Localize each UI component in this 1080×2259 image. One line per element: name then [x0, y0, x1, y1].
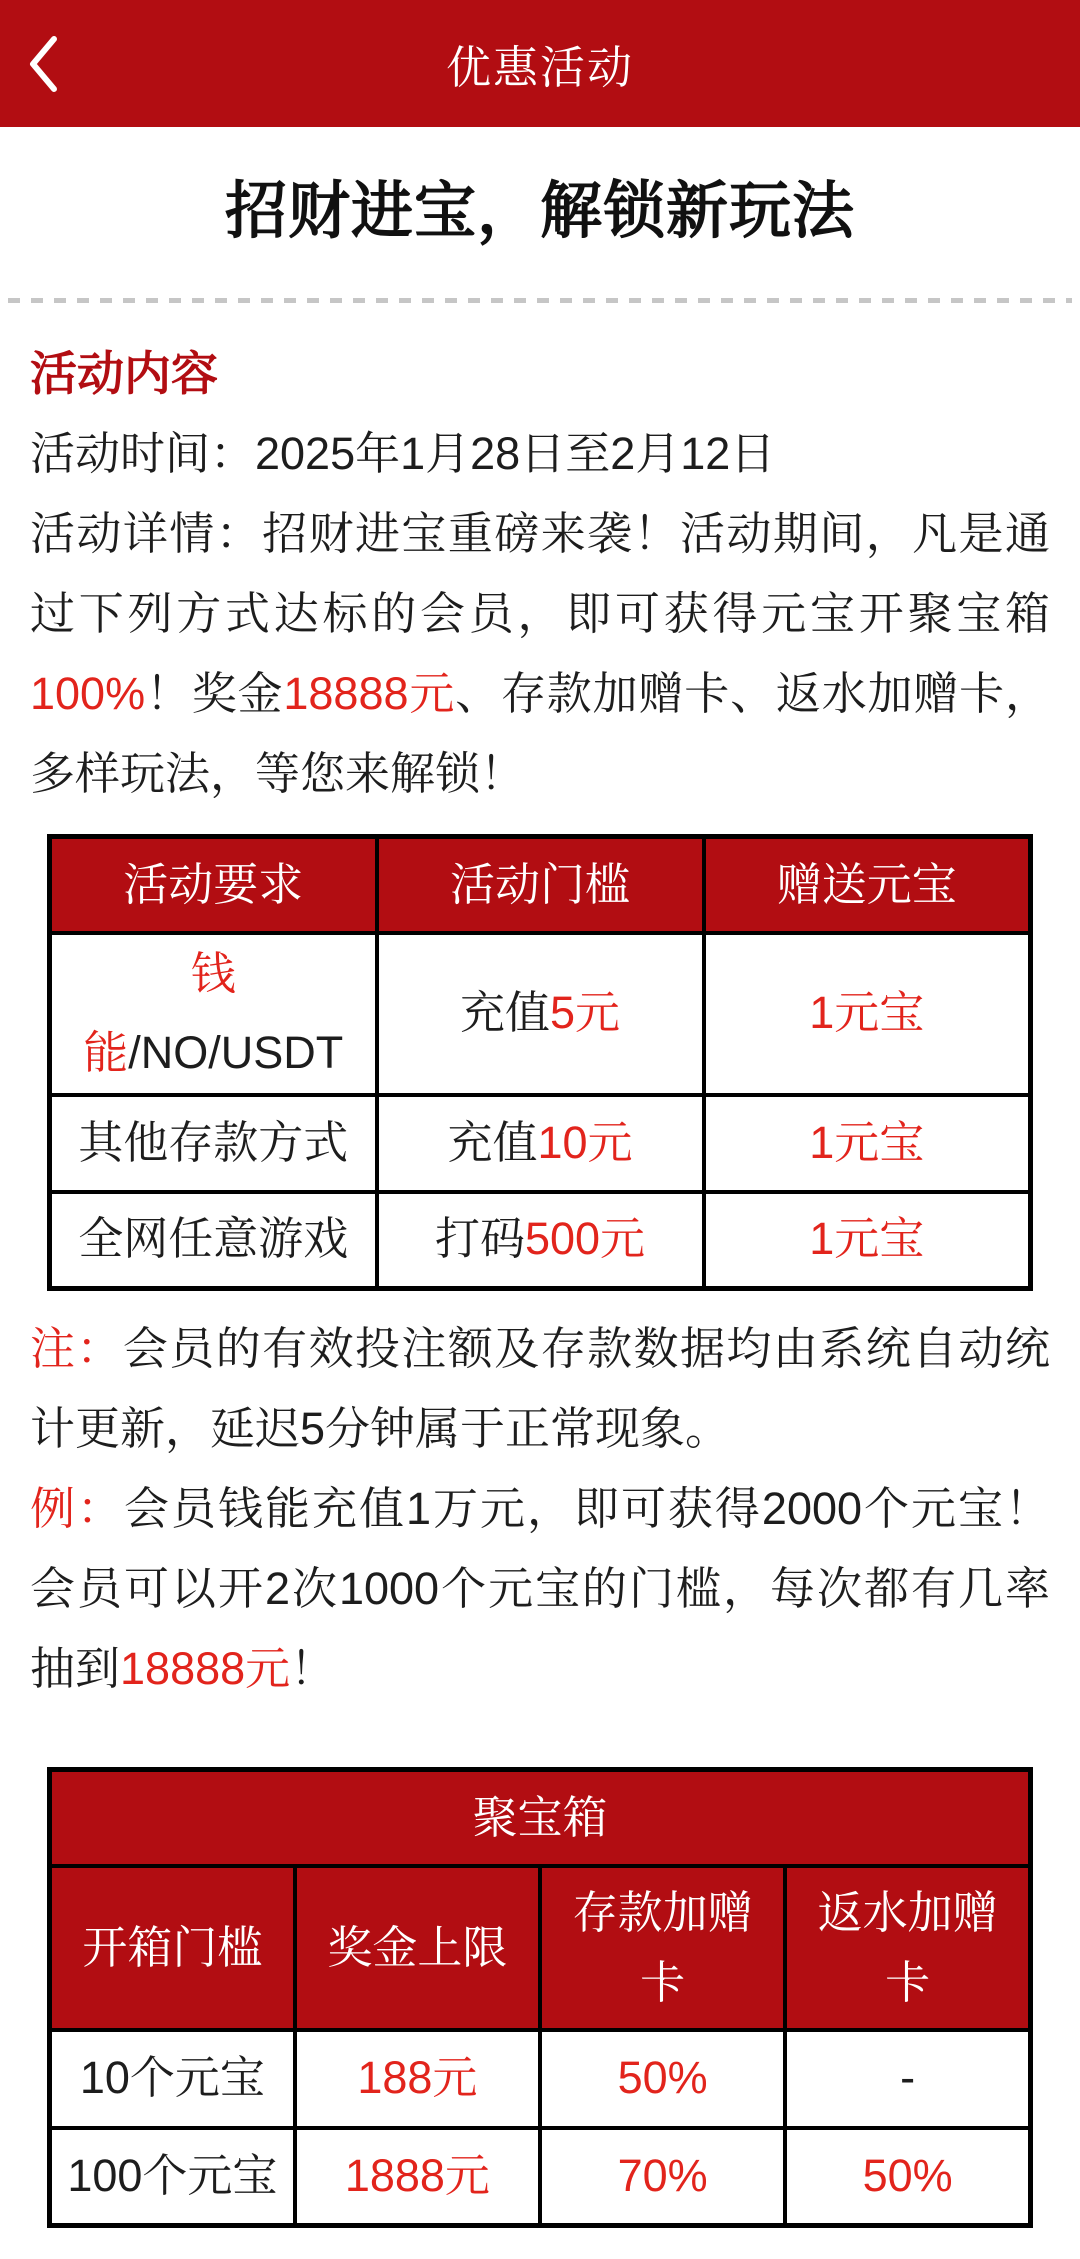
table-header-row — [50, 837, 1031, 933]
notes-section — [0, 1309, 1080, 1709]
page-title: 招财进宝，解锁新玩法 — [224, 177, 855, 246]
table-cell: 打码500元 — [377, 1192, 704, 1289]
table-cell: 50% — [785, 2128, 1030, 2226]
dotted-divider — [8, 298, 1072, 303]
section-heading: 活动内容 — [30, 347, 218, 400]
table-cell: 1元宝 — [704, 933, 1031, 1095]
table-row — [50, 2030, 1031, 2128]
table-title-row — [50, 1770, 1031, 1866]
column-header-reward: 赠送元宝 — [704, 837, 1031, 933]
activity-detail-text: 活动详情：招财进宝重磅来袭！活动期间，凡是通过下列方式达标的会员，即可获得元宝开聚宝箱100%！奖金18888元、存款加赠卡、返水加赠卡，多样玩法，等您来解锁！ — [30, 508, 1050, 799]
column-header-open-threshold: 开箱门槛 — [50, 1866, 295, 2030]
activity-time-text: 活动时间：2025年1月28日至2月12日 — [30, 428, 776, 479]
chevron-left-icon — [26, 33, 60, 95]
table-cell: 1888元 — [295, 2128, 540, 2226]
table-cell: 1元宝 — [704, 1192, 1031, 1289]
column-header-deposit-bonus-card: 存款加赠 卡 — [540, 1866, 785, 2030]
activity-requirements-table — [47, 834, 1033, 1291]
column-header-bonus-cap: 奖金上限 — [295, 1866, 540, 2030]
table-cell: 50% — [540, 2030, 785, 2128]
activity-content-section — [0, 337, 1080, 814]
table-title: 聚宝箱 — [50, 1770, 1031, 1866]
table-row — [50, 1192, 1031, 1289]
app-bar-title: 优惠活动 — [445, 42, 634, 93]
page-body — [0, 161, 1080, 2228]
note-paragraph: 注：会员的有效投注额及存款数据均由系统自动统计更新，延迟5分钟属于正常现象。 — [30, 1323, 1050, 1454]
table-row — [50, 933, 1031, 1095]
table-cell: 70% — [540, 2128, 785, 2226]
table-cell: 其他存款方式 — [50, 1095, 377, 1192]
table-cell: 1元宝 — [704, 1095, 1031, 1192]
table-row — [50, 2128, 1031, 2226]
table-cell: 钱 能/NO/USDT — [50, 933, 377, 1095]
table-cell: 100个元宝 — [50, 2128, 295, 2226]
table-cell: 全网任意游戏 — [50, 1192, 377, 1289]
column-header-rebate-bonus-card: 返水加赠 卡 — [785, 1866, 1030, 2030]
table-cell: 充值5元 — [377, 933, 704, 1095]
table-header-row — [50, 1866, 1031, 2030]
example-paragraph: 例：会员钱能充值1万元，即可获得2000个元宝！会员可以开2次1000个元宝的门槛，每次都有几率抽到18888元！ — [30, 1483, 1050, 1694]
table-cell: 188元 — [295, 2030, 540, 2128]
table-cell: 充值10元 — [377, 1095, 704, 1192]
column-header-threshold: 活动门槛 — [377, 837, 704, 933]
column-header-requirement: 活动要求 — [50, 837, 377, 933]
table-cell: - — [785, 2030, 1030, 2128]
table-cell: 10个元宝 — [50, 2030, 295, 2128]
treasure-box-table — [47, 1767, 1033, 2228]
app-bar — [0, 0, 1080, 127]
table-row — [50, 1095, 1031, 1192]
back-button[interactable] — [26, 0, 116, 127]
